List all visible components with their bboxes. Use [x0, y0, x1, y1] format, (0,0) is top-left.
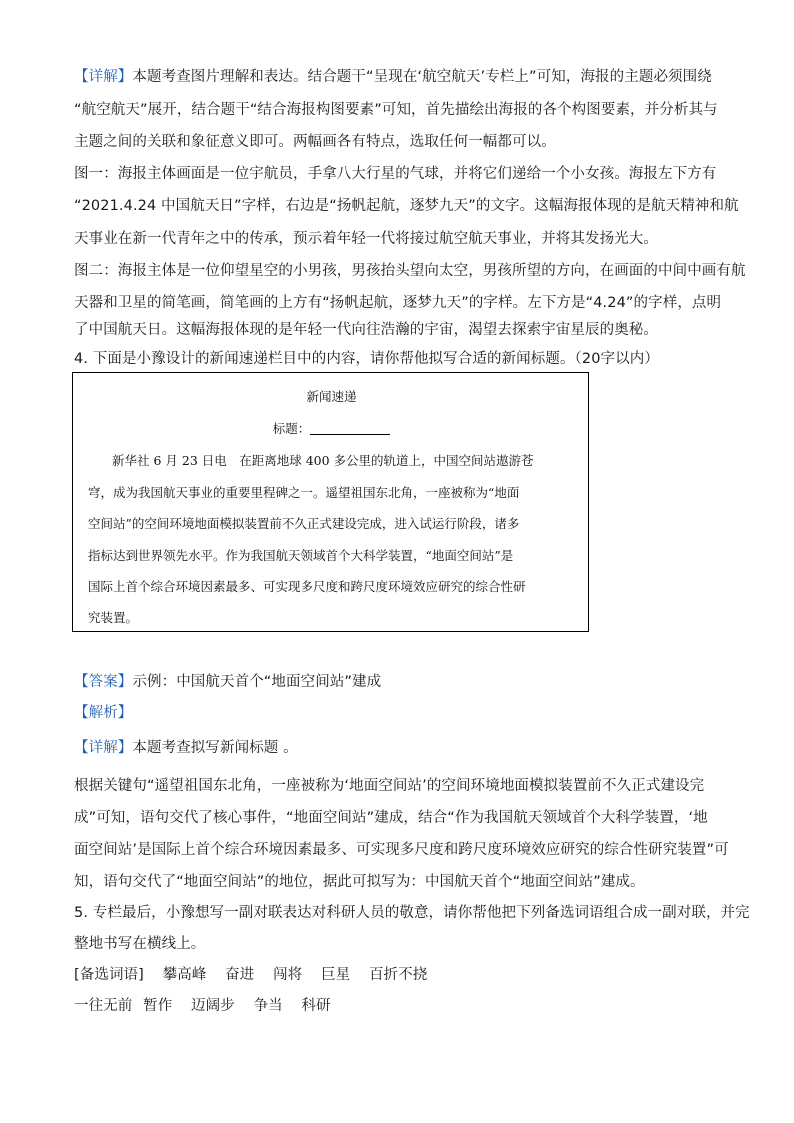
- headline-label: 标题：: [272, 421, 311, 436]
- explain-line: 了中国航天日。这幅海报体现的是年轻一代向往浩瀚的宇宙，渴望去探索宇宙星辰的奥秘。: [74, 322, 658, 338]
- option-word: 奋进: [225, 967, 255, 983]
- news-box: [72, 372, 589, 632]
- explain-line: 天事业在新一代青年之中的传承，预示着年轻一代将接过航空航天事业，并将其发扬光大。: [74, 231, 658, 247]
- explain-tag: 【详解】: [74, 69, 133, 85]
- option-word: 百折不挠: [368, 967, 428, 983]
- options-label: [备选词语]: [74, 967, 144, 983]
- explain-line: “航空航天”展开，结合题干“结合海报构图要素”可知，首先描绘出海报的各个构图要素，并分析其与: [74, 102, 718, 118]
- option-word: 闯将: [273, 967, 303, 983]
- explain2-text: 本题考查拟写新闻标题 。: [132, 740, 298, 756]
- options-row-2: [74, 996, 345, 1016]
- headline-blank[interactable]: [310, 422, 390, 435]
- news-box-title: 新闻速递: [306, 389, 357, 404]
- explain2-body-line: 知，语句交代了“地面空间站”的地位，据此可拟写为：中国航天首个“地面空间站”建成。: [74, 874, 645, 890]
- explain2-tag: 【详解】: [74, 740, 133, 756]
- question-4-prompt: 4. 下面是小豫设计的新闻速递栏目中的内容，请你帮他拟写合适的新闻标题。（20字以内）: [74, 351, 659, 367]
- explain-line: [74, 67, 712, 87]
- analysis-tag: 【解析】: [74, 705, 133, 721]
- explain2-body-line: 根据关键句“遥望祖国东北角，一座被称为‘地面空间站’的空间环境地面模拟装置前不久正式建设完: [74, 778, 705, 794]
- explain2-body-line: 面空间站’是国际上首个综合环境因素最多、可实现多尺度和跨尺度环境效应研究的综合性研究装置”可: [74, 842, 729, 858]
- news-line: 新华社 6 月 23 日电 在距离地球 400 多公里的轨道上，中国空间站遨游苍: [112, 453, 534, 468]
- explain-text: 本题考查图片理解和表达。结合题干“呈现在‘航空航天’专栏上”可知，海报的主题必须围绕: [132, 69, 712, 85]
- news-line: 国际上首个综合环境因素最多、可实现多尺度和跨尺度环境效应研究的综合性研: [88, 579, 526, 594]
- option-word: 争当: [253, 998, 283, 1014]
- option-word: 攀高峰: [162, 967, 207, 983]
- answer-tag: 【答案】: [74, 674, 133, 690]
- news-line: 指标达到世界领先水平。作为我国航天领域首个大科学装置，“地面空间站”是: [88, 548, 514, 563]
- question-5-line: 5. 专栏最后，小豫想写一副对联表达对科研人员的敬意，请你帮他把下列备选词语组合成一副对联，并完: [74, 905, 750, 921]
- answer-text: 示例：中国航天首个“地面空间站”建成: [132, 674, 382, 690]
- option-word: 科研: [301, 998, 331, 1014]
- answer-line: [74, 672, 381, 692]
- explain2-line: [74, 738, 298, 758]
- option-word: 暂作: [143, 998, 173, 1014]
- news-line: 空间站”的空间环境地面模拟装置前不久正式建设完成，进入试运行阶段，诸多: [88, 516, 520, 531]
- option-word: 一往无前: [74, 998, 133, 1014]
- explain2-body-line: 成”可知，语句交代了核心事件，“地面空间站”建成，结合“作为我国航天领域首个大科学装置，‘地: [74, 810, 708, 826]
- explain-line: 图二：海报主体是一位仰望星空的小男孩，男孩抬头望向太空，男孩所望的方向，在画面的中间中画有航: [74, 263, 746, 279]
- headline-row: [73, 419, 590, 437]
- question-5-line: 整地书写在横线上。: [74, 936, 206, 952]
- option-word: 迈阔步: [191, 998, 235, 1014]
- option-word: 巨星: [321, 967, 351, 983]
- explain-line: 图一：海报主体画面是一位宇航员，手拿八大行星的气球，并将它们递给一个小女孩。海报左下方有: [74, 166, 717, 182]
- news-line: 穹，成为我国航天事业的重要里程碑之一。遥望祖国东北角，一座被称为“地面: [88, 485, 520, 500]
- explain-line: “2021.4.24 中国航天日”字样，右边是“扬帆起航，逐梦九天”的文字。这幅海报体现的是航天精神和航: [74, 198, 739, 214]
- analysis-line: [74, 703, 132, 723]
- options-row-1: [74, 965, 441, 985]
- news-line: 究装置。: [88, 610, 139, 625]
- explain-line: 天器和卫星的简笔画，简笔画的上方有“扬帆起航，逐梦九天”的字样。左下方是“4.24”的字样，点明: [74, 295, 722, 311]
- explain-line: 主题之间的关联和象征意义即可。两幅画各有特点，选取任何一幅都可以。: [74, 134, 556, 150]
